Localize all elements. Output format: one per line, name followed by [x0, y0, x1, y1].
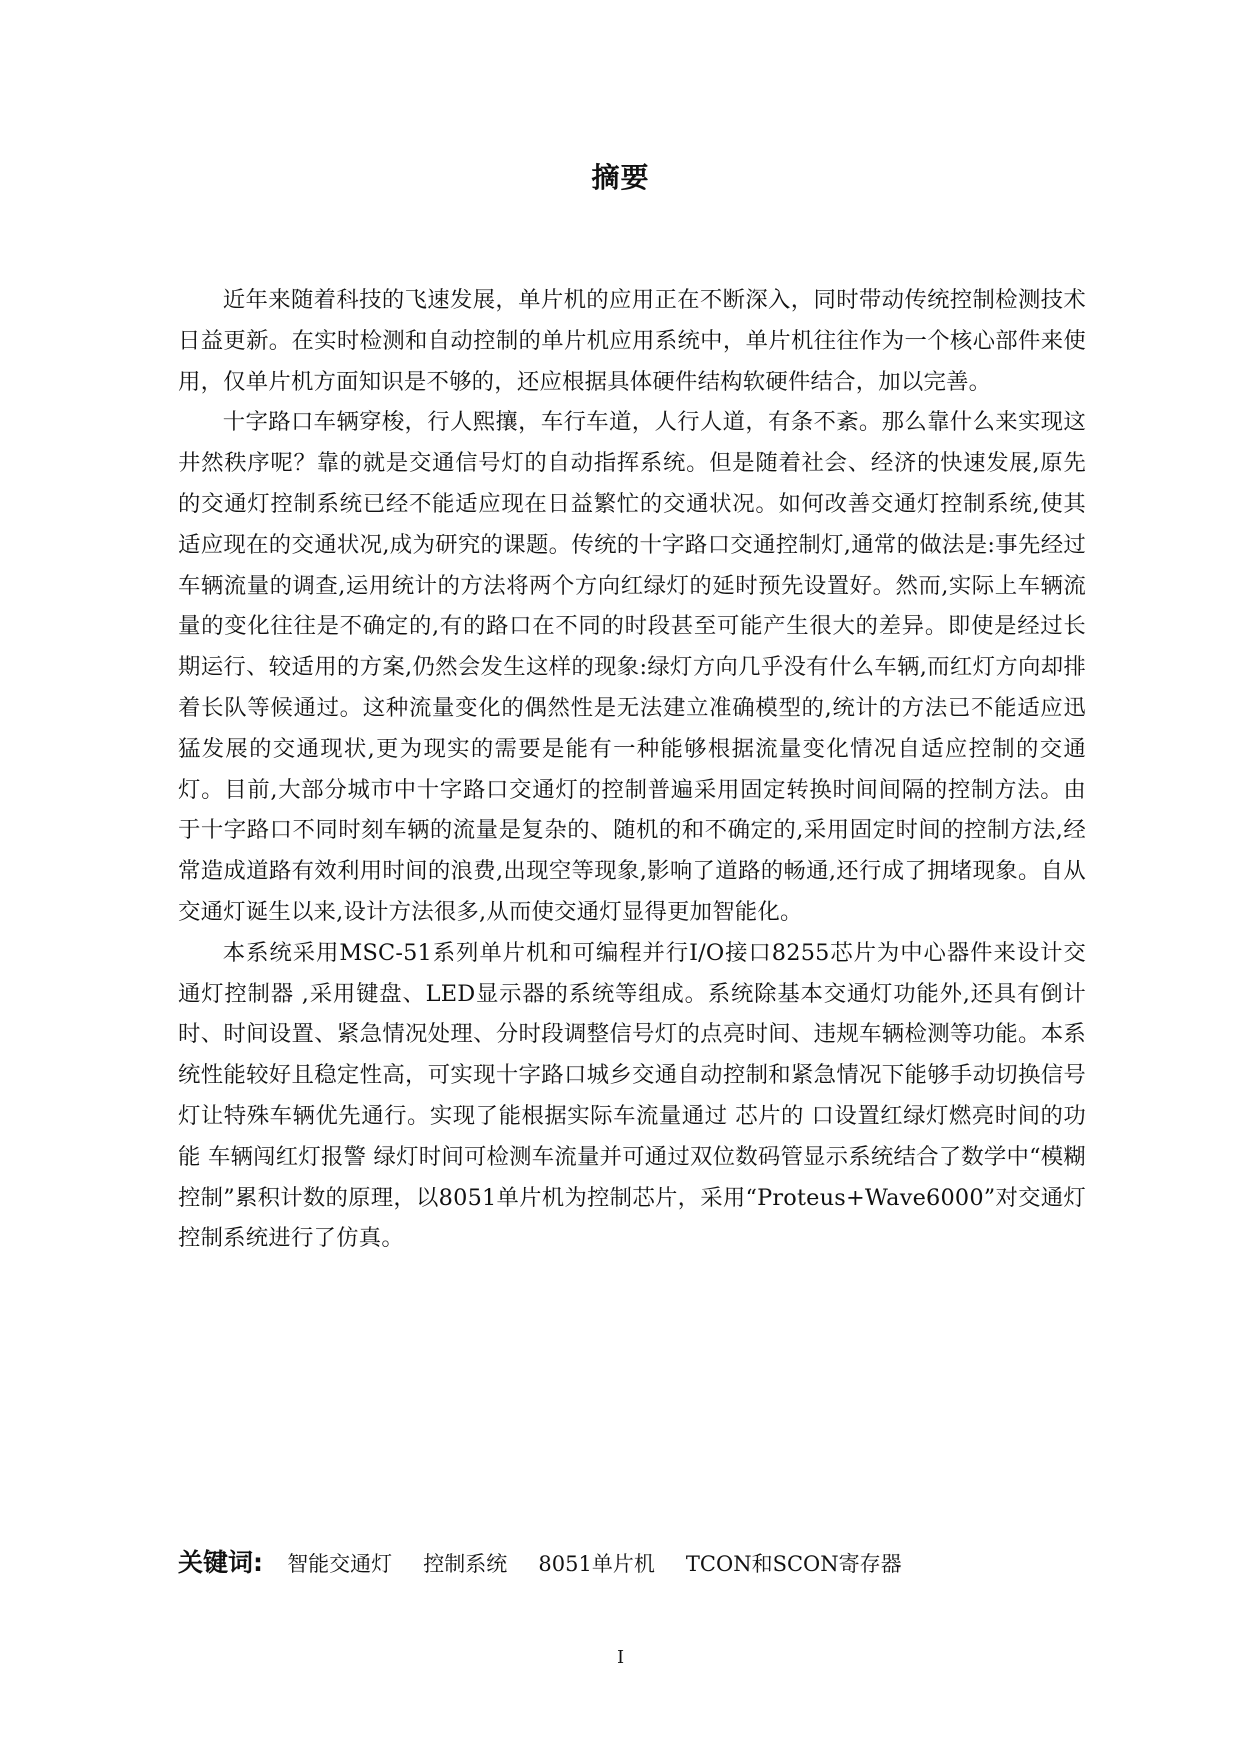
keyword-item: 控制系统 — [423, 1552, 508, 1576]
keywords-line — [178, 1543, 1086, 1586]
keyword-item: 8051单片机 — [538, 1552, 655, 1576]
abstract-paragraph-2: 十字路口车辆穿梭，行人熙攘，车行车道，人行人道，有条不紊。那么靠什么来实现这井然秩序呢？靠的就是交通信号灯的自动指挥系统。但是随着社会、经济的快速发展,原先的交通灯控制系统已经不能适应现在日益繁忙的交通状况。如何改善交通灯控制系统,使其适应现在的交通状况,成为研究的课题。传统的十字路口交通控制灯,通常的做法是:事先经过车辆流量的调查,运用统计的方法将两个方向红绿灯的延时预先设置好。然而,实际上车辆流量的变化往往是不确定的,有的路口在不同的时段甚至可能产生很大的差异。即使是经过长期运行、较适用的方案,仍然会发生这样的现象:绿灯方向几乎没有什么车辆,而红灯方向却排着长队等候通过。这种流量变化的偶然性是无法建立准确模型的,统计的方法已不能适应迅猛发展的交通现状,更为现实的需要是能有一种能够根据流量变化情况自适应控制的交通灯。目前,大部分城市中十字路口交通灯的控制普遍采用固定转换时间间隔的控制方法。由于十字路口不同时刻车辆的流量是复杂的、随机的和不确定的,采用固定时间的控制方法,经常造成道路有效利用时间的浪费,出现空等现象,影响了道路的畅通,还行成了拥堵现象。自从交通灯诞生以来,设计方法很多,从而使交通灯显得更加智能化。 — [178, 409, 1086, 925]
abstract-paragraph-3: 本系统采用MSC-51系列单片机和可编程并行I/O接口8255芯片为中心器件来设计交通灯控制器 ,采用键盘、LED显示器的系统等组成。系统除基本交通灯功能外,还具有倒计时、时间设置、紧急情况处理、分时段调整信号灯的点亮时间、违规车辆检测等功能。本系统性能较好且稳定性高，可实现十字路口城乡交通自动控制和紧急情况下能够手动切换信号灯让特殊车辆优先通行。实现了能根据实际车流量通过 芯片的 口设置红绿灯燃亮时间的功能 车辆闯红灯报警 绿灯时间可检测车流量并可通过双位数码管显示系统结合了数学中“模糊控制”累积计数的原理，以8051单片机为控制芯片，采用“Proteus+Wave6000”对交通灯控制系统进行了仿真。 — [178, 939, 1086, 1252]
abstract-body — [178, 280, 1086, 1259]
abstract-paragraph-1: 近年来随着科技的飞速发展，单片机的应用正在不断深入，同时带动传统控制检测技术日益更新。在实时检测和自动控制的单片机应用系统中，单片机往往作为一个核心部件来使用，仅单片机方面知识是不够的，还应根据具体硬件结构软硬件结合，加以完善。 — [178, 287, 1086, 395]
page-number: I — [616, 1647, 625, 1668]
page-title: 摘要 — [591, 161, 650, 194]
keyword-item: TCON和SCON寄存器 — [685, 1552, 902, 1576]
keyword-item: 智能交通灯 — [287, 1552, 393, 1576]
keywords-label: 关键词: — [178, 1548, 263, 1577]
